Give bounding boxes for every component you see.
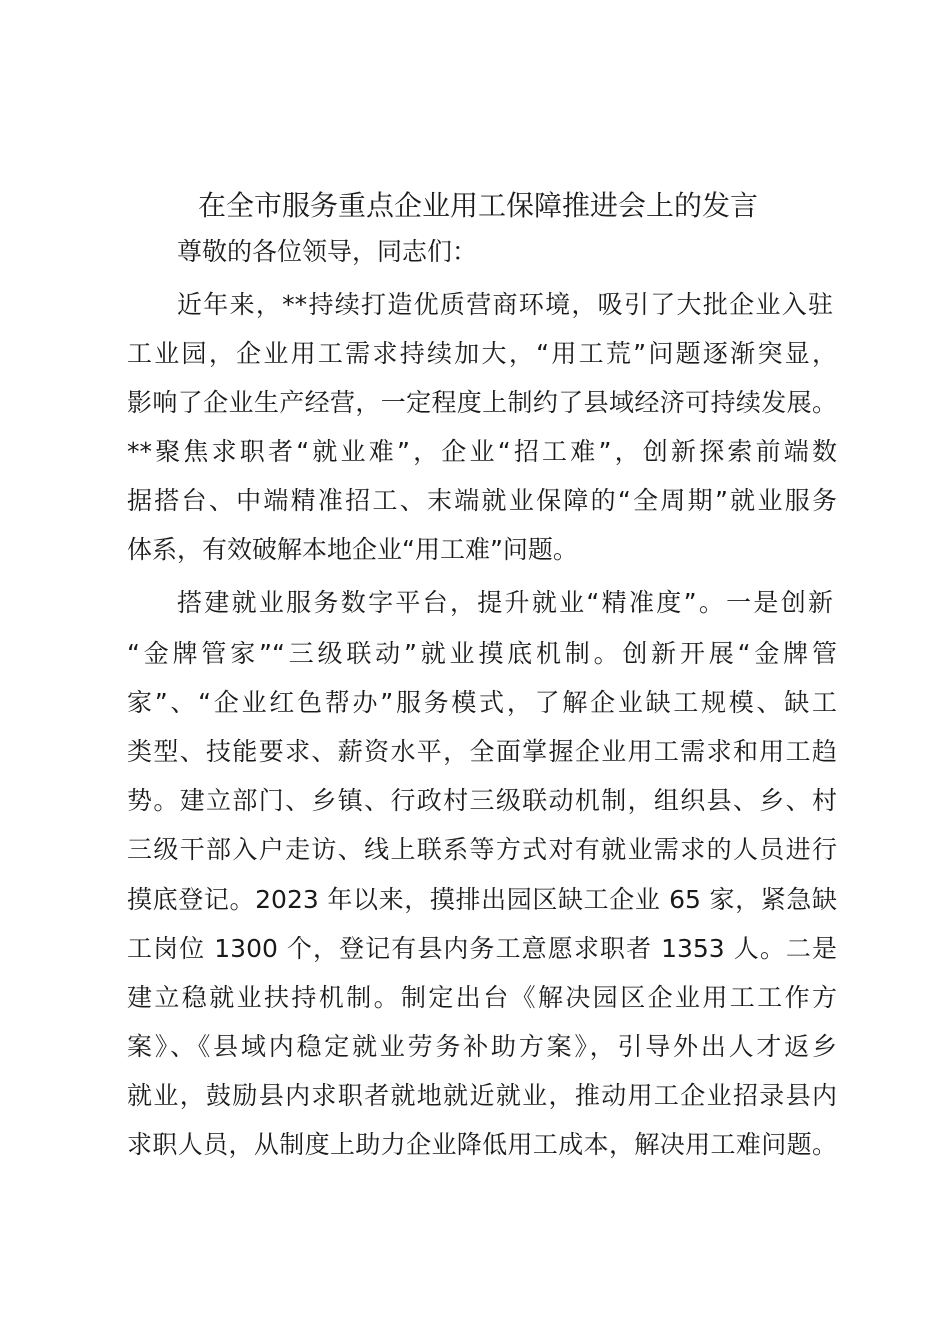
body-line: “金牌管家”“三级联动”就业摸底机制。创新开展“金牌管 — [127, 639, 837, 668]
body-line: 势。建立部门、乡镇、行政村三级联动机制，组织县、乡、村 — [127, 786, 837, 815]
body-line: 体系，有效破解本地企业“用工难”问题。 — [127, 535, 578, 564]
body-line: 家”、“企业红色帮办”服务模式，了解企业缺工规模、缺工 — [127, 688, 837, 717]
body-line: 建立稳就业扶持机制。制定出台《解决园区企业用工工作方 — [127, 983, 837, 1012]
body-line: 类型、技能要求、薪资水平，全面掌握企业用工需求和用工趋 — [127, 737, 837, 766]
body-line: 据搭台、中端精准招工、末端就业保障的“全周期”就业服务 — [127, 486, 837, 515]
body-line: 工业园，企业用工需求持续加大，“用工荒”问题逐渐突显， — [127, 339, 837, 368]
body-line: 近年来，**持续打造优质营商环境，吸引了大批企业入驻 — [177, 290, 833, 319]
body-line: **聚焦求职者“就业难”，企业“招工难”，创新探索前端数 — [127, 437, 837, 466]
body-line: 影响了企业生产经营，一定程度上制约了县域经济可持续发展。 — [127, 388, 837, 417]
body-line: 案》、《县域内稳定就业劳务补助方案》，引导外出人才返乡 — [127, 1032, 837, 1061]
body-line: 摸底登记。2023 年以来，摸排出园区缺工企业 65 家，紧急缺 — [127, 885, 837, 914]
salutation-line: 尊敬的各位领导，同志们： — [177, 237, 478, 266]
body-line: 工岗位 1300 个，登记有县内务工意愿求职者 1353 人。二是 — [127, 934, 837, 963]
document-title: 在全市服务重点企业用工保障推进会上的发言 — [197, 189, 758, 222]
body-line: 就业，鼓励县内求职者就地就近就业，推动用工企业招录县内 — [127, 1081, 837, 1110]
body-line: 求职人员，从制度上助力企业降低用工成本，解决用工难问题。 — [127, 1130, 837, 1159]
body-line: 三级干部入户走访、线上联系等方式对有就业需求的人员进行 — [127, 835, 837, 864]
body-line: 搭建就业服务数字平台，提升就业“精准度”。一是创新 — [177, 588, 833, 617]
